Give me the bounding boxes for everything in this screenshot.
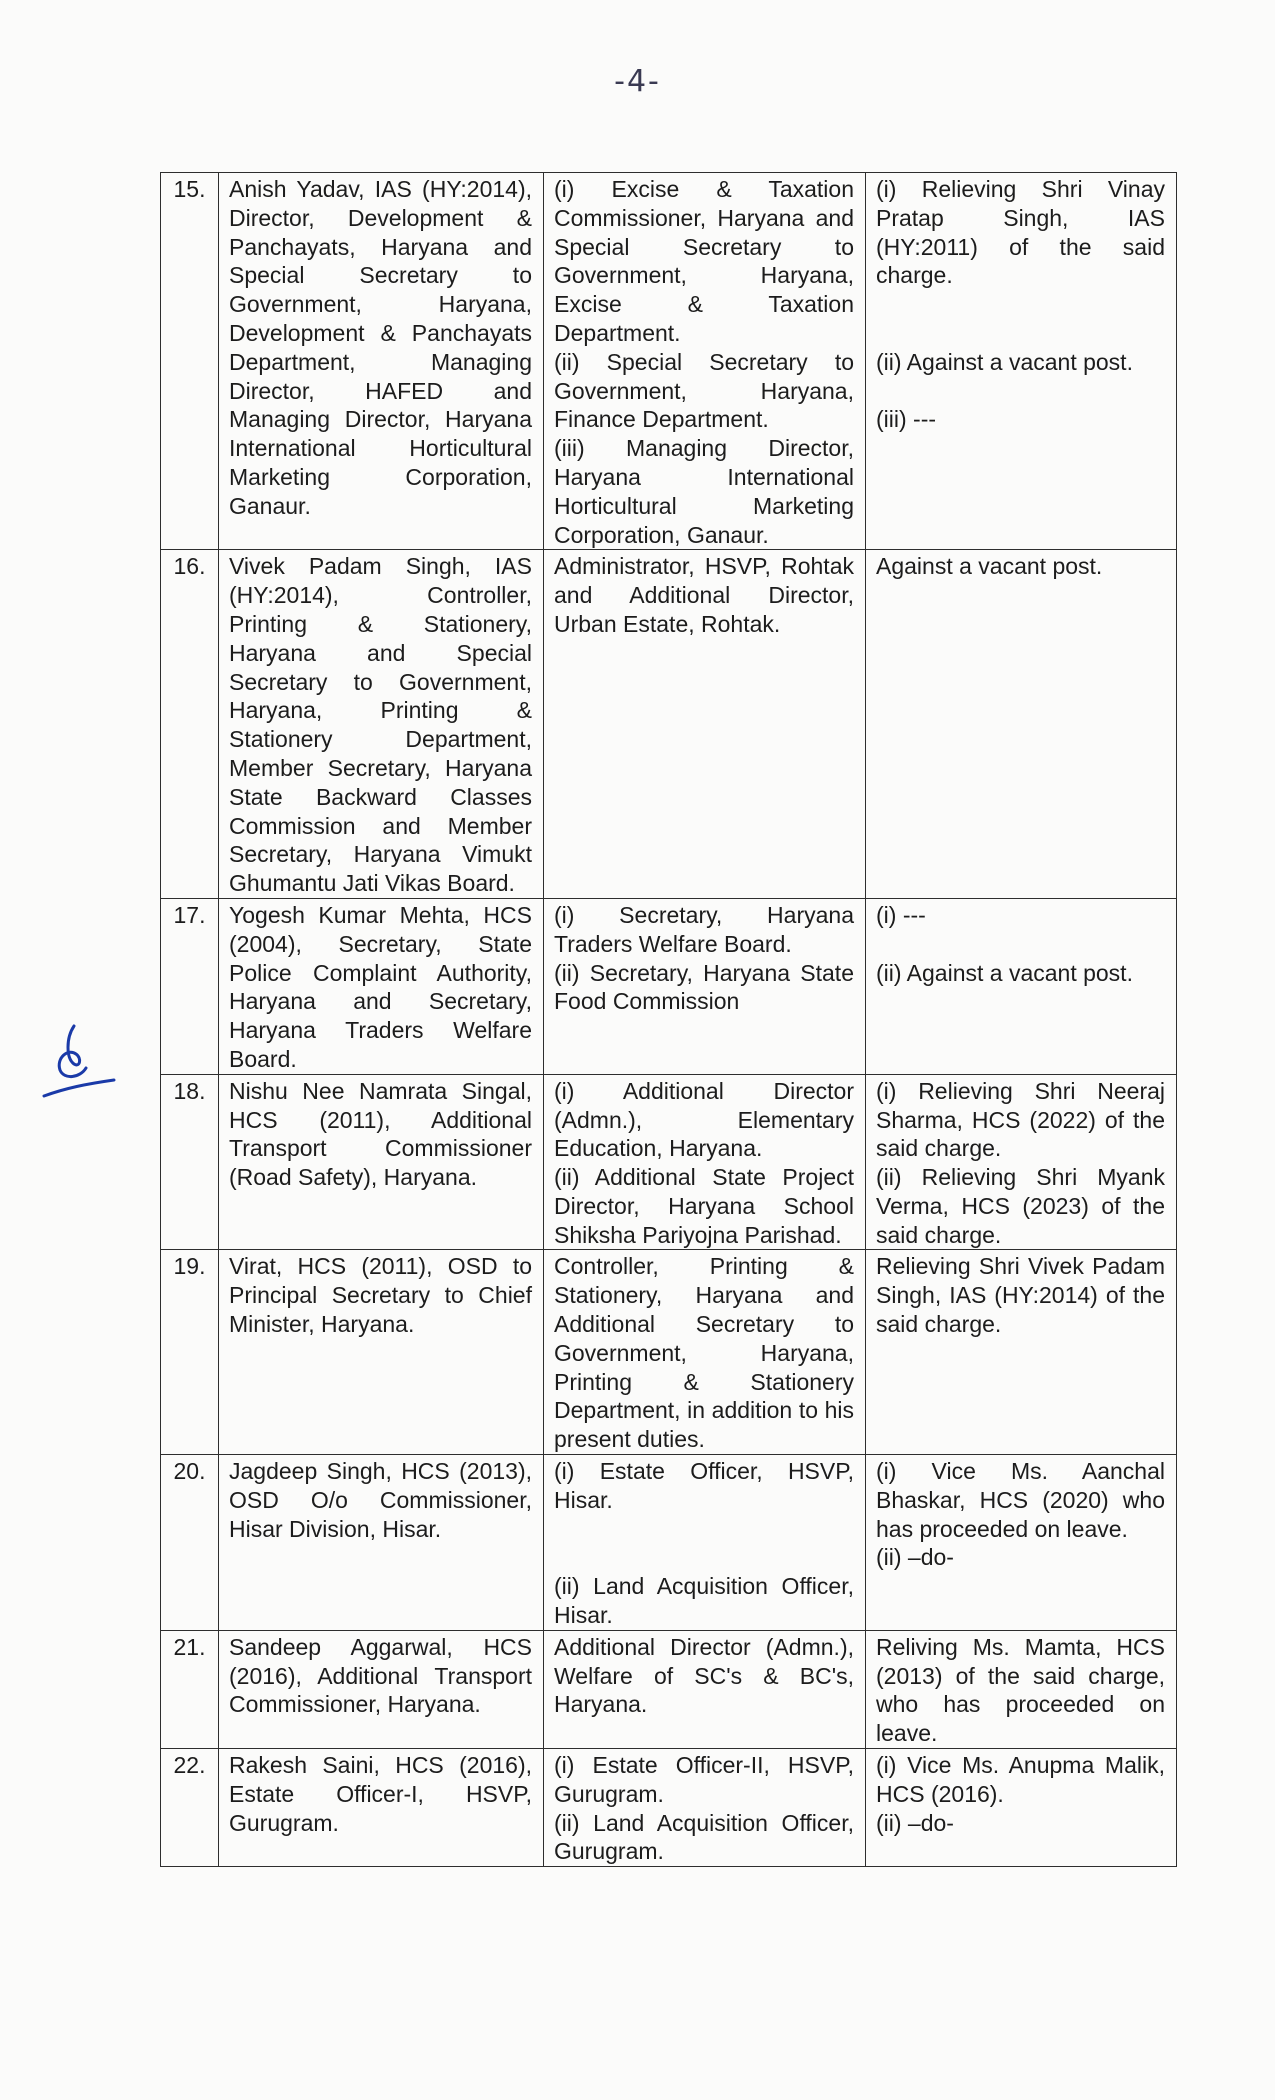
posting-item: (ii) Additional State Project Director, Haryana School Shiksha Pariyojna Parishad. [554,1164,854,1248]
officer-details: Anish Yadav, IAS (HY:2014), Director, Development & Panchayats, Haryana and Special Secretary to Government, Haryana, Development & Panchayats Department, Managing Director, HAFED and Managing Director, Haryana International Horticultural Marketing Corporation, Ganaur. [219,173,544,550]
table-row [161,1630,1177,1748]
remark-item: (ii) –do- [876,1809,954,1836]
new-posting [544,1250,866,1455]
remarks [866,173,1177,550]
serial-number: 17. [161,898,219,1074]
table-row [161,1455,1177,1631]
serial-number: 18. [161,1074,219,1250]
remarks [866,1250,1177,1455]
table-row [161,898,1177,1074]
remark-item: (i) Vice Ms. Anupma Malik, HCS (2016). [876,1752,1165,1807]
new-posting [544,1455,866,1631]
remark-item: Reliving Ms. Mamta, HCS (2013) of the said charge, who has proceeded on leave. [876,1633,1165,1747]
remarks [866,550,1177,899]
posting-item: (i) Secretary, Haryana Traders Welfare Board. [554,901,854,957]
officer-details: Vivek Padam Singh, IAS (HY:2014), Controller, Printing & Stationery, Haryana and Special Secretary to Government, Haryana, Printing & Stationery Department, Member Secretary, Haryana State Backward Classes Commission and Member Secretary, Haryana Vimukt Ghumantu Jati Vikas Board. [219,550,544,899]
remark-item: (ii) Against a vacant post. [876,348,1133,375]
remarks [866,1749,1177,1867]
posting-item: (ii) Land Acquisition Officer, Gurugram. [554,1809,854,1865]
posting-item: (iii) Managing Director, Haryana International Horticultural Marketing Corporation, Ganaur. [554,435,854,548]
remarks [866,1074,1177,1250]
table-row [161,1074,1177,1250]
remark-item: (ii) –do- [876,1544,954,1571]
new-posting [544,1630,866,1748]
remark-item: (i) Relieving Shri Vinay Pratap Singh, IAS (HY:2011) of the said charge. [876,176,1165,289]
posting-item: Controller, Printing & Stationery, Haryana and Additional Secretary to Government, Haryana, Printing & Stationery Department, in addition to his present duties. [554,1253,854,1453]
posting-item: (i) Excise & Taxation Commissioner, Haryana and Special Secretary to Government, Haryana, Excise & Taxation Department. [554,176,854,346]
officer-details: Jagdeep Singh, HCS (2013), OSD O/o Commissioner, Hisar Division, Hisar. [219,1455,544,1631]
posting-item: (i) Estate Officer-II, HSVP, Gurugram. [554,1752,854,1807]
page-number: -4- [614,64,661,99]
remark-item: (iii) --- [876,406,937,433]
officer-details: Yogesh Kumar Mehta, HCS (2004), Secretary, State Police Complaint Authority, Haryana and Secretary, Haryana Traders Welfare Board. [219,898,544,1074]
posting-item: (i) Estate Officer, HSVP, Hisar. [554,1458,854,1513]
remark-item: Relieving Shri Vivek Padam Singh, IAS (HY:2014) of the said charge. [876,1253,1165,1338]
new-posting [544,1749,866,1867]
remarks [866,898,1177,1074]
table-row [161,1749,1177,1867]
remarks [866,1455,1177,1631]
remark-item: (ii) Relieving Shri Myank Verma, HCS (2023) of the said charge. [876,1164,1165,1248]
serial-number: 15. [161,173,219,550]
signature-initial [36,1018,126,1108]
serial-number: 20. [161,1455,219,1631]
table-row [161,1250,1177,1455]
posting-item: Additional Director (Admn.), Welfare of SC's & BC's, Haryana. [554,1633,854,1718]
officer-details: Nishu Nee Namrata Singal, HCS (2011), Additional Transport Commissioner (Road Safety), Haryana. [219,1074,544,1250]
transfer-orders-table [160,172,1177,1867]
remark-item: (i) Relieving Shri Neeraj Sharma, HCS (2022) of the said charge. [876,1077,1165,1162]
serial-number: 16. [161,550,219,899]
posting-item: (ii) Secretary, Haryana State Food Commission [554,959,854,1015]
new-posting [544,550,866,899]
serial-number: 21. [161,1630,219,1748]
remark-item: (i) Vice Ms. Aanchal Bhaskar, HCS (2020) who has proceeded on leave. [876,1458,1165,1542]
posting-item: (ii) Special Secretary to Government, Haryana, Finance Department. [554,348,854,433]
remark-item: (ii) Against a vacant post. [876,959,1133,986]
new-posting [544,173,866,550]
new-posting [544,898,866,1074]
posting-item: (ii) Land Acquisition Officer, Hisar. [554,1573,854,1629]
remark-item: Against a vacant post. [876,553,1103,580]
remark-item: (i) --- [876,901,926,928]
officer-details: Sandeep Aggarwal, HCS (2016), Additional Transport Commissioner, Haryana. [219,1630,544,1748]
officer-details: Virat, HCS (2011), OSD to Principal Secretary to Chief Minister, Haryana. [219,1250,544,1455]
table-row [161,173,1177,550]
posting-item: (i) Additional Director (Admn.), Elementary Education, Haryana. [554,1077,854,1162]
officer-details: Rakesh Saini, HCS (2016), Estate Officer-I, HSVP, Gurugram. [219,1749,544,1867]
posting-item: Administrator, HSVP, Rohtak and Additional Director, Urban Estate, Rohtak. [554,553,854,637]
new-posting [544,1074,866,1250]
serial-number: 19. [161,1250,219,1455]
serial-number: 22. [161,1749,219,1867]
table-row [161,550,1177,899]
remarks [866,1630,1177,1748]
